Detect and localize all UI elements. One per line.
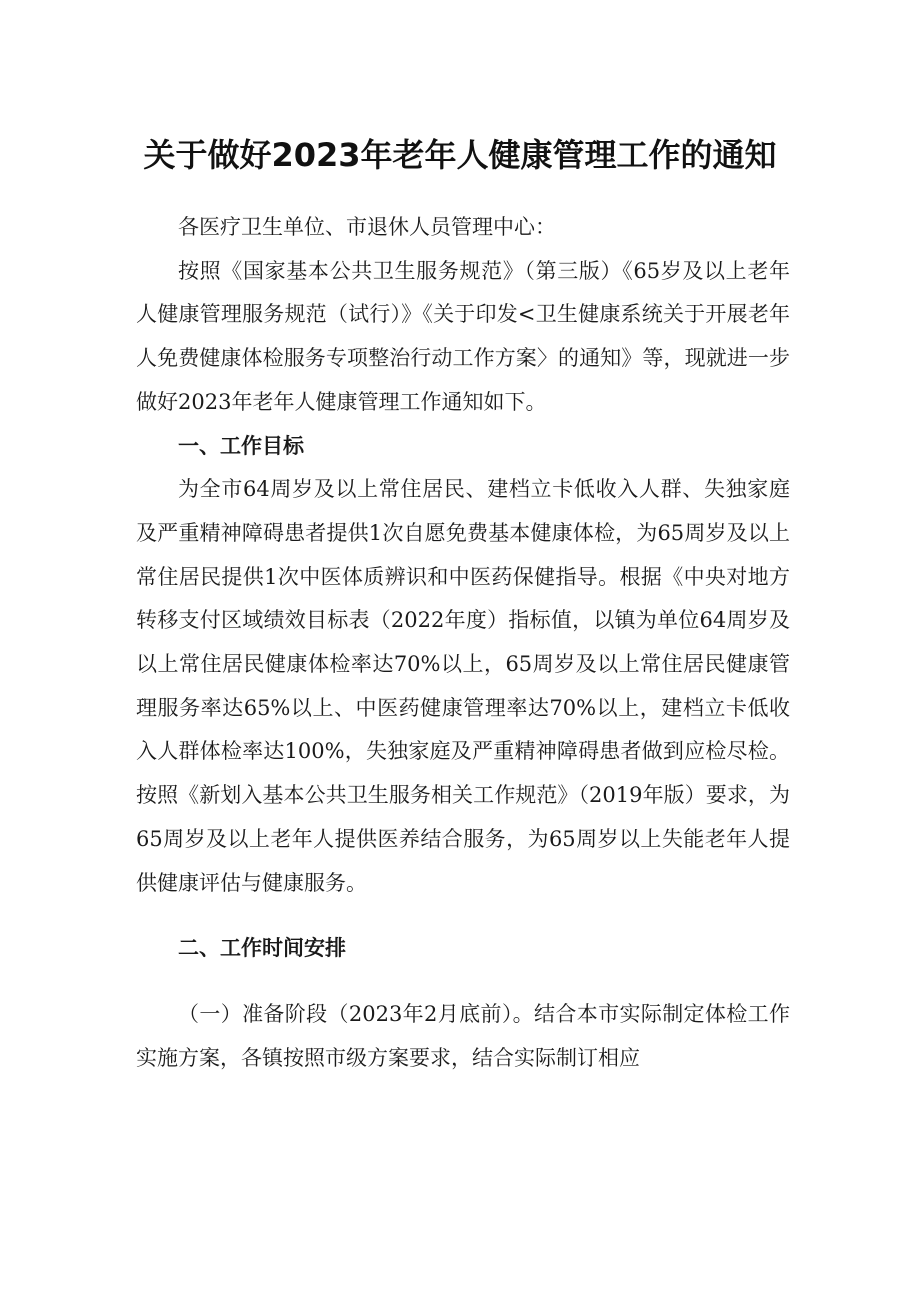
salutation: 各医疗卫生单位、市退休人员管理中心： [178, 215, 556, 239]
section-heading-work-goals: 一、工作目标 [178, 433, 304, 458]
section-work-goals-paragraph: 为全市64周岁及以上常住居民、建档立卡低收入人群、失独家庭及严重精神障碍患者提供1次自愿免费基本健康体检，为65周岁及以上常住居民提供1次中医体质辨识和中医药保健指导。根据《中央对地方转移支付区域绩效目标表（2022年度）指标值，以镇为单位64周岁及以上常住居民健康体检率达70%以上，65周岁及以上常住居民健康管理服务率达65%以上、中医药健康管理率达70%以上，建档立卡低收入人群体检率达100%，失独家庭及严重精神障碍患者做到应检尽检。按照《新划入基本公共卫生服务相关工作规范》（2019年版）要求，为65周岁及以上老年人提供医养结合服务，为65周岁以上失能老年人提供健康评估与健康服务。 [136, 477, 790, 895]
intro-paragraph: 按照《国家基本公共卫生服务规范》（第三版）《65岁及以上老年人健康管理服务规范（试行）》《关于印发<卫生健康系统关于开展老年人免费健康体检服务专项整治行动工作方案〉的通知》等，现就进一步做好2023年老年人健康管理工作通知如下。 [136, 258, 790, 414]
schedule-paragraph-preparation: （一）准备阶段（2023年2月底前）。结合本市实际制定体检工作实施方案，各镇按照市级方案要求，结合实际制订相应 [136, 1001, 790, 1070]
section-heading-schedule: 二、工作时间安排 [178, 936, 346, 961]
document-body [136, 206, 790, 1080]
document-title: 关于做好2023年老年人健康管理工作的通知 [143, 136, 777, 174]
